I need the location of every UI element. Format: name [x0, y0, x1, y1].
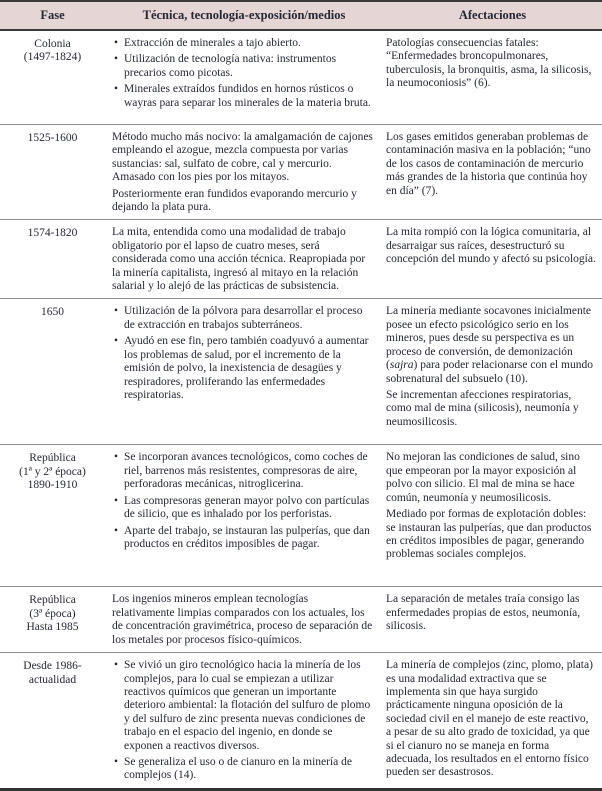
tecnica-paragraph: Posteriormente eran fundidos evaporando mercurio y dejando la plata pura.	[112, 187, 357, 214]
table-row	[0, 298, 602, 444]
column-header-tecnica: Técnica, tecnología-exposición/medios	[142, 8, 346, 22]
tecnica-cell	[105, 593, 383, 647]
phase-cell	[0, 451, 105, 581]
table-row	[0, 444, 602, 586]
table-row	[0, 586, 602, 652]
phase-cell	[0, 226, 105, 293]
afectaciones-paragraph: La mita rompió con la lógica comunitaria, al desarraigar sus raíces, desestructuró su concepción del mundo y afectó su psicología.	[386, 226, 596, 266]
tecnica-paragraph: Método mucho más nocivo: la amalgamación de cajones empleando el azogue, mezcla compuesta por varias sustancias: sal, sulfato de cobre, cal y mercurio. Amasado con los pies por los mitayos.	[112, 131, 373, 184]
bullet-list	[112, 37, 373, 110]
column-header-afectaciones: Afectaciones	[458, 8, 527, 22]
afectaciones-cell	[383, 593, 602, 647]
phase-cell	[0, 593, 105, 647]
bullet-list	[112, 451, 373, 551]
tecnica-cell	[105, 226, 383, 293]
table-row	[0, 124, 602, 219]
phase-line: República	[29, 594, 76, 607]
bullet-item: • Extracción de minerales a tajo abierto.	[112, 37, 373, 50]
phase-line: Colonia	[34, 38, 71, 50]
afectaciones-cell	[383, 659, 602, 783]
bullet-item: • Minerales extraídos fundidos en hornos rústicos o wayras para separar los minerales de la materia bruta.	[112, 83, 373, 110]
phase-cell	[0, 659, 105, 783]
table-row	[0, 219, 602, 298]
phase-line: República	[29, 452, 76, 465]
tecnica-cell	[105, 451, 383, 581]
tecnica-cell	[105, 37, 383, 119]
afectaciones-text: ) para poder relacionarse con el mundo sobrenatural del subsuelo (10).	[386, 359, 593, 385]
phase-line: Desde 1986-	[23, 660, 82, 673]
phase-line: actualidad	[28, 673, 77, 686]
table-row	[0, 31, 602, 124]
bullet-list	[112, 305, 373, 402]
afectaciones-cell	[383, 226, 602, 293]
bullet-item: • Utilización de la pólvora para desarrollar el proceso de extracción en trabajos subterráneos.	[112, 305, 373, 332]
table-row	[0, 652, 602, 788]
afectaciones-paragraph: La minería de complejos (zinc, plomo, plata) es una modalidad extractiva que se implementa sin que haya surgido prácticamente ninguna oposición de la sociedad civil en el manejo de este reactivo, a pesar de su alto grado de toxicidad, ya que si el cianuro no se maneja en forma adecuada, los resultados en el entorno físico pueden ser desastrosos.	[386, 659, 593, 779]
column-header-fase: Fase	[40, 8, 65, 22]
afectaciones-paragraph: Los gases emitidos generaban problemas de contaminación masiva en la población; “uno de los casos de contaminación de mercurio más grandes de la historia que continúa hoy en día” (7).	[386, 131, 591, 197]
phase-cell	[0, 305, 105, 439]
phase-line: 1650	[41, 306, 64, 319]
bullet-item: • Ayudó en ese fin, pero también coadyuvó a aumentar los problemas de salud, por el incremento de la emisión de polvo, la inexistencia de desagües y respiradores, proliferando las enfermedades respiratorias.	[112, 335, 373, 402]
afectaciones-cell	[383, 305, 602, 439]
afectaciones-text: La minería mediante socavones inicialmente posee un efecto psicológico serio en los mineros, pues desde su perspectiva es un proceso de conversión, de demonización (	[386, 305, 592, 372]
bullet-item: • Se generaliza el uso o de cianuro en la minería de complejos (14).	[112, 756, 373, 783]
tecnica-cell	[105, 305, 383, 439]
tecnica-paragraph: La mita, entendida como una modalidad de trabajo obligatorio por el lapso de cuatro meses, será considerada como una acción técnica. Reapropiada por la minería capitalista, ingresó al mitayo en la relación salarial y lo alejó de las prácticas de subsistencia.	[112, 226, 366, 293]
phase-line: 1525-1600	[27, 132, 78, 144]
phase-cell	[0, 131, 105, 214]
tecnica-paragraph: Los ingenios mineros emplean tecnologías relativamente limpias comparados con los actuales, los de concentración gravimétrica, proceso de separación de los metales por procesos físico-químicos.	[112, 593, 373, 646]
afectaciones-cell	[383, 451, 602, 581]
afectaciones-paragraph: Se incrementan afecciones respiratorias, como mal de mina (silicosis), neumonía y neumosilicosis.	[386, 388, 579, 428]
afectaciones-cell	[383, 131, 602, 214]
phase-line: 1574-1820	[27, 227, 78, 240]
afectaciones-paragraph: Mediado por formas de explotación dobles: se instauran las pulperías, que dan productos en créditos imposibles de pagar, generando problemas sociales complejos.	[386, 508, 592, 561]
afectaciones-italic-term: sajra	[389, 359, 414, 372]
bullet-item: • Se incorporan avances tecnológicos, como coches de riel, barrenos más resistentes, compresoras de aire, perforadoras mecánicas, nitroglicerina.	[112, 451, 373, 491]
afectaciones-paragraph: Patologías consecuencias fatales: “Enfermedades broncopulmonares, tuberculosis, la bronquitis, asma, la silicosis, la neumoconiosis” (6).	[386, 37, 592, 90]
bullet-item: • Utilización de tecnología nativa: instrumentos precarios como picotas.	[112, 53, 373, 80]
afectaciones-paragraph: No mejoran las condiciones de salud, sino que empeoran por la mayor exposición al polvo con silicio. El mal de mina se hace común, neumonía y neumosilicosis.	[386, 451, 580, 504]
phase-line: (3ª época)	[29, 607, 76, 620]
tecnica-cell	[105, 659, 383, 783]
bullet-item: • Las compresoras generan mayor polvo con partículas de silicio, que es inhalado por los perforistas.	[112, 495, 373, 522]
table-header-row	[0, 2, 602, 31]
afectaciones-cell	[383, 37, 602, 119]
phase-line: 1890-1910	[27, 479, 78, 492]
phase-line: Hasta 1985	[26, 621, 79, 634]
bullet-item: • Se vivió un giro tecnológico hacia la minería de los complejos, para lo cual se empiezan a utilizar reactivos químicos que generan un importante deterioro ambiental: la flotación del sulfuro de plomo y del sulfuro de zinc presenta nuevas condiciones de trabajo en el espacio del ingenio, en donde se exponen a reactivos diversos.	[112, 659, 373, 753]
phase-line: (1ª y 2ª época)	[19, 465, 86, 478]
afectaciones-paragraph: La separación de metales traía consigo las enfermedades propias de estos, neumonía, silicosis.	[386, 593, 581, 633]
tecnica-cell	[105, 131, 383, 214]
phase-line: (1497-1824)	[23, 51, 82, 64]
bullet-list	[112, 659, 373, 783]
afectaciones-paragraph	[386, 305, 596, 385]
phase-cell	[0, 37, 105, 119]
bullet-item: • Aparte del trabajo, se instauran las pulperías, que dan productos en créditos imposibles de pagar.	[112, 525, 373, 552]
